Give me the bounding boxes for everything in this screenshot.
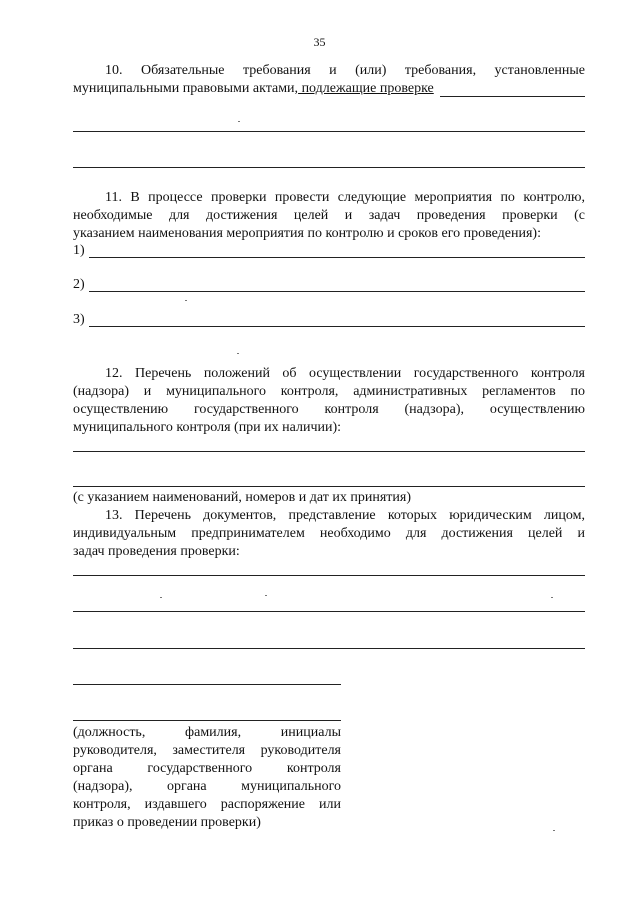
item11-entry-3-line <box>89 326 585 327</box>
item11-entry-2-line <box>89 291 585 292</box>
item11-entry-1-line <box>89 257 585 258</box>
item10-line2-fill <box>440 96 585 97</box>
signature-caption-line1: (должность, фамилия, инициалы <box>73 725 341 740</box>
item12-line4: муниципального контроля (при их наличии): <box>73 420 342 435</box>
item13-line3: задач проведения проверки: <box>73 544 240 559</box>
item11-entry-2-number: 2) <box>73 277 85 292</box>
item13-blank-line-3 <box>73 648 585 649</box>
item11-entry-3-number: 3) <box>73 312 85 327</box>
signature-caption-line4: (надзора), органа муниципального <box>73 779 341 794</box>
item11-line2: необходимые для достижения целей и задач проведения проверки (с <box>73 208 585 223</box>
item13-line2: индивидуальным предпринимателем необходимо для достижения целей и <box>73 526 585 541</box>
signature-line-1 <box>73 684 341 685</box>
scan-speck <box>265 595 267 596</box>
signature-line-2 <box>73 720 341 721</box>
item13-blank-line-2 <box>73 611 585 612</box>
item13-blank-line-1 <box>73 575 585 576</box>
signature-caption-line2: руководителя, заместителя руководителя <box>73 743 341 758</box>
item12-note: (с указанием наименований, номеров и дат их принятия) <box>73 490 411 505</box>
scan-speck <box>185 300 187 301</box>
scan-speck <box>237 353 239 354</box>
signature-caption-line3: органа государственного контроля <box>73 761 341 776</box>
item10-blank-line-2 <box>73 167 585 168</box>
item10-line2-underlined: подлежащие проверке <box>298 81 434 96</box>
scan-speck <box>553 830 555 831</box>
page-number: 35 <box>313 35 326 49</box>
item11-line3: указанием наименования мероприятия по контролю и сроков его проведения): <box>73 226 541 241</box>
item12-blank-line-2 <box>73 486 585 487</box>
item10-blank-line-1 <box>73 131 585 132</box>
item12-line1: 12. Перечень положений об осуществлении государственного контроля <box>105 366 585 381</box>
signature-caption-line5: контроля, издавшего распоряжение или <box>73 797 341 812</box>
item11-entry-1-number: 1) <box>73 243 85 258</box>
item12-blank-line-1 <box>73 451 585 452</box>
item11-line1: 11. В процессе проверки провести следующие мероприятия по контролю, <box>105 190 585 205</box>
scan-speck <box>238 121 240 122</box>
signature-caption-line6: приказ о проведении проверки) <box>73 815 261 830</box>
scan-speck <box>551 597 553 598</box>
item10-line1: 10. Обязательные требования и (или) требования, установленные <box>105 63 585 78</box>
item12-line3: осуществлению государственного контроля (надзора), осуществлению <box>73 402 585 417</box>
scan-speck <box>160 597 162 598</box>
item13-line1: 13. Перечень документов, представление которых юридическим лицом, <box>105 508 585 523</box>
item10-line2-prefix: муниципальными правовыми актами, <box>73 81 299 96</box>
item12-line2: (надзора) и муниципального контроля, административных регламентов по <box>73 384 585 399</box>
